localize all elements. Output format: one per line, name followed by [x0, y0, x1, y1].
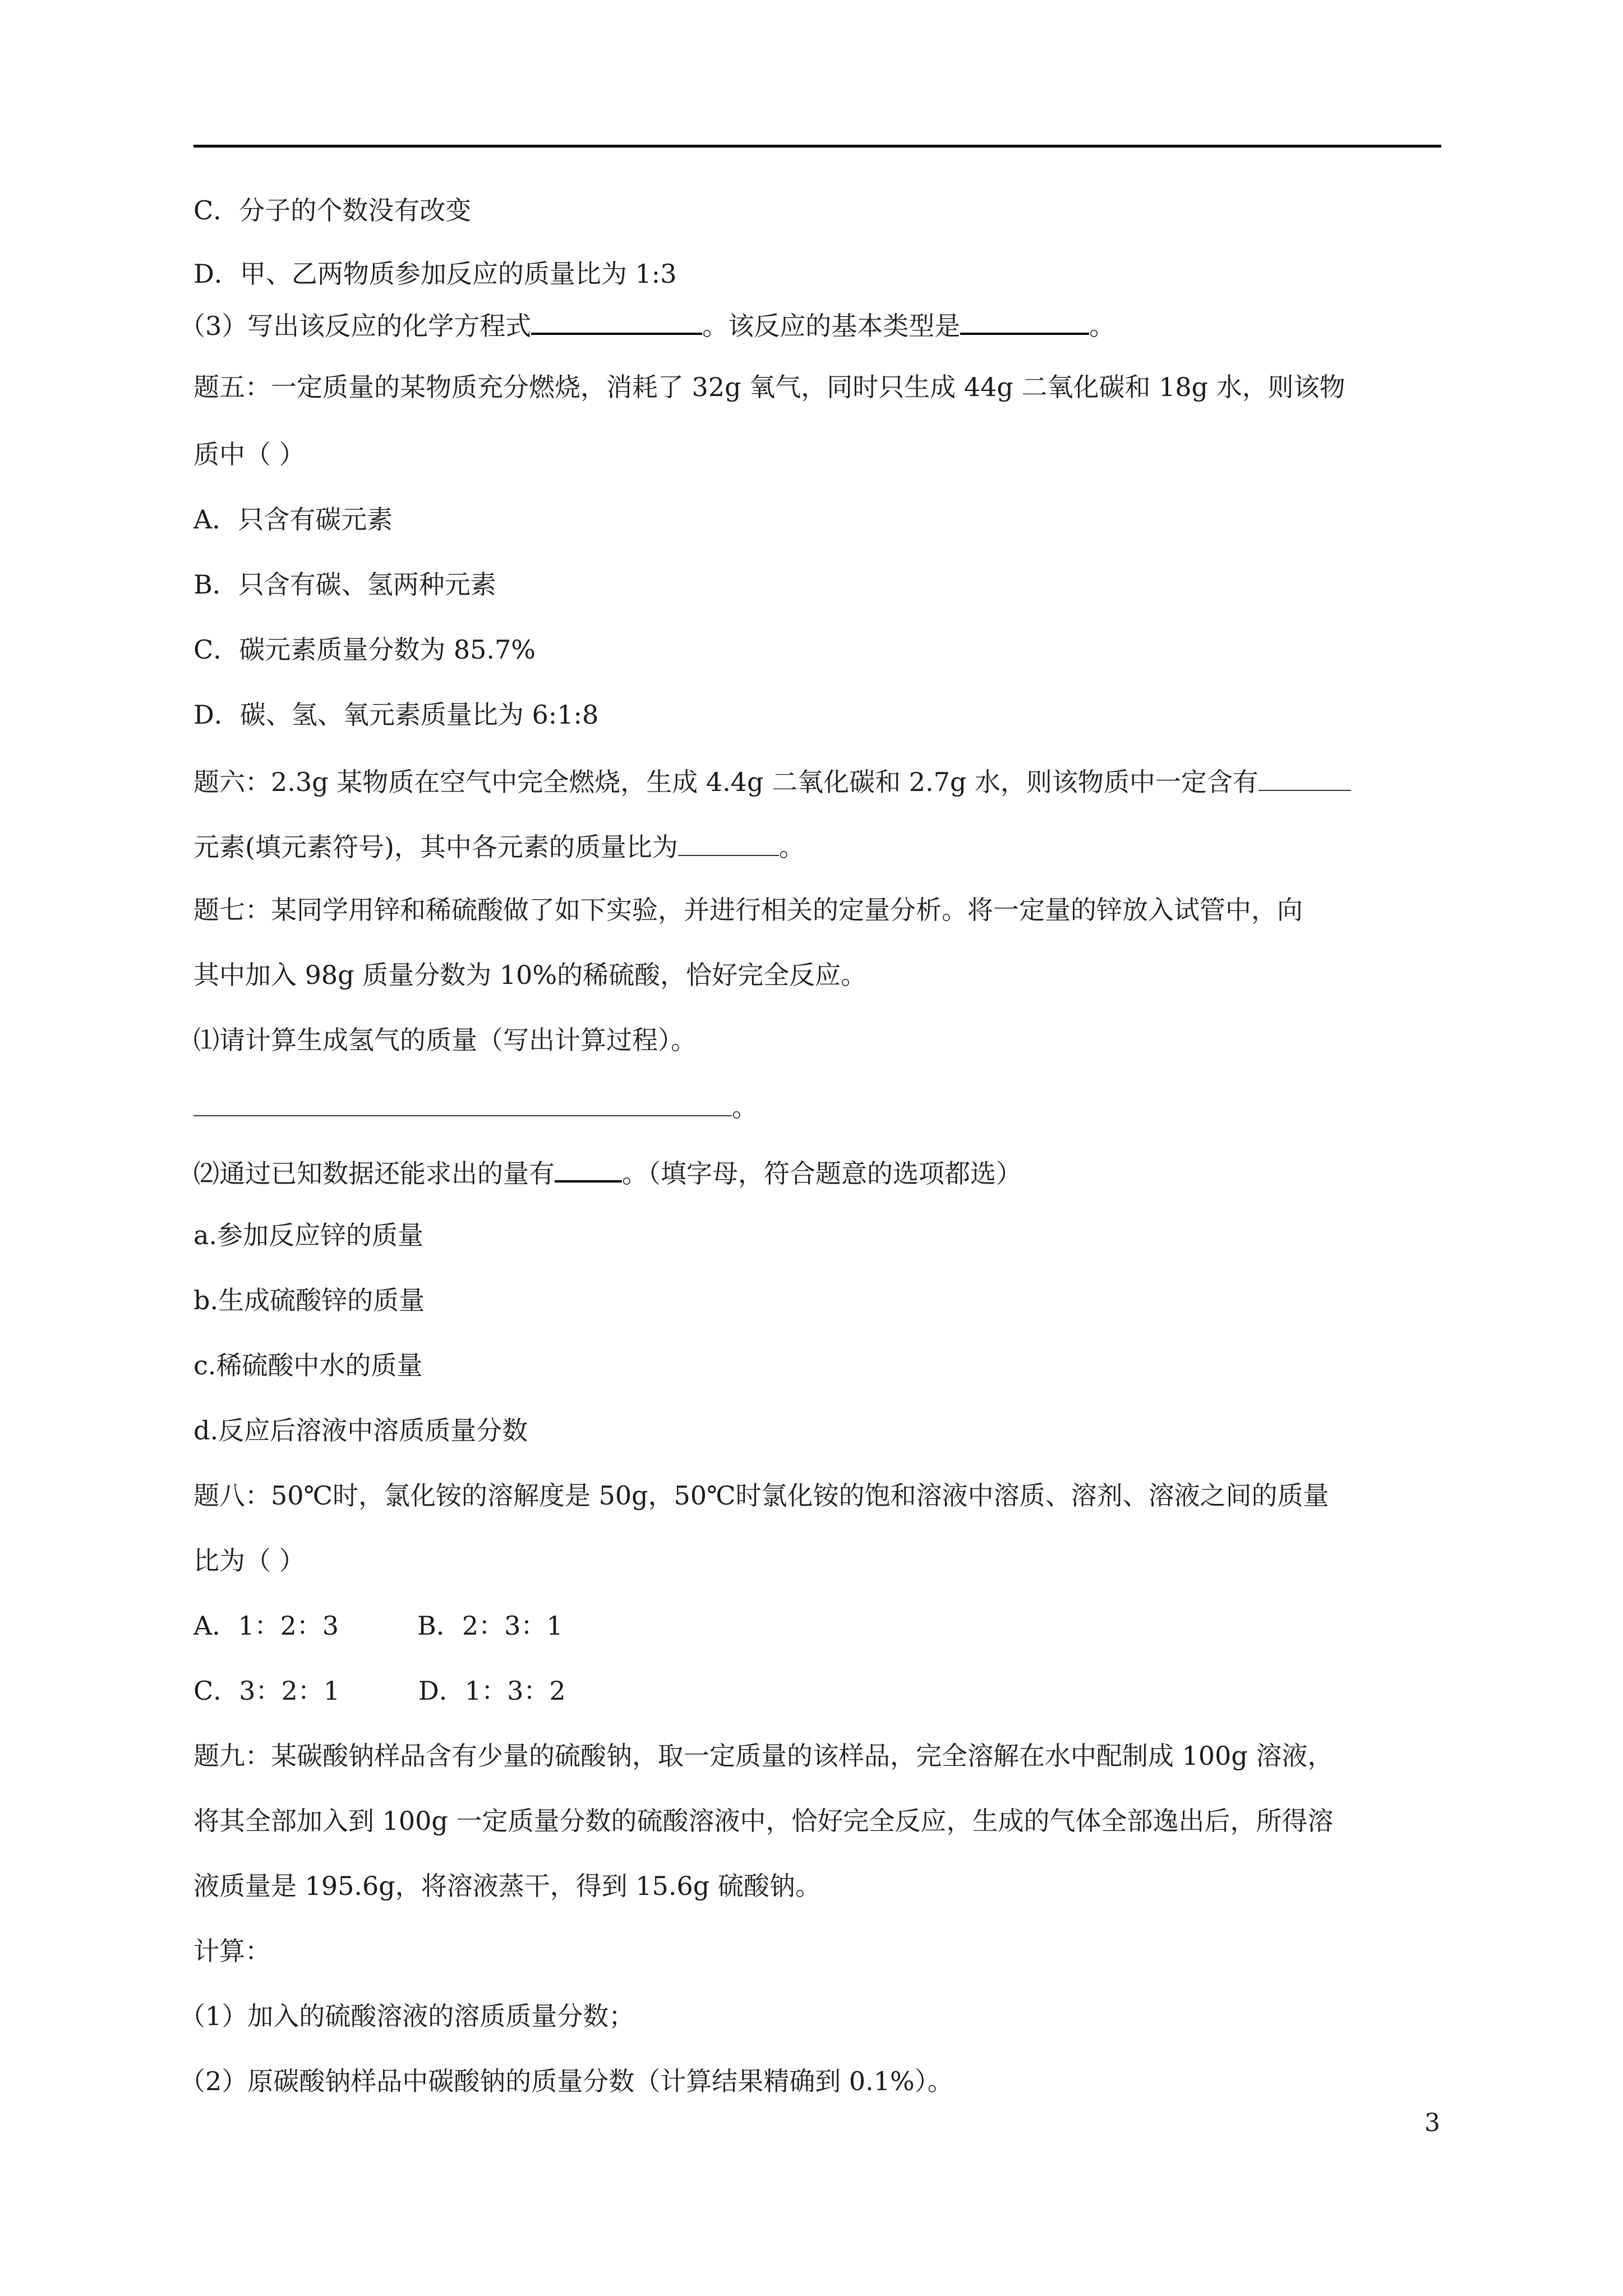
question-3-equation	[179, 306, 1115, 343]
q8-option-a: A．1：2：3	[193, 1611, 339, 1641]
question-6-text: 题六：2.3g 某物质在空气中完全燃烧，生成 4.4g 二氧化碳和 2.7g 水，则该物质中一定含有	[193, 767, 1258, 797]
option-d-mass-ratio: D．甲、乙两物质参加反应的质量比为 1:3	[193, 259, 677, 289]
reaction-type-blank[interactable]	[960, 306, 1089, 335]
part-2-hint: 。（填字母，符合题意的选项都选）	[622, 1158, 1022, 1189]
q7-option-c: c.稀硫酸中水的质量	[193, 1350, 423, 1381]
q5-option-c: C．碳元素质量分数为 85.7%	[193, 634, 536, 665]
period: 。	[778, 832, 805, 862]
question-7-line-2: 其中加入 98g 质量分数为 10%的稀硫酸，恰好完全反应。	[193, 960, 867, 990]
q9-part-2: （2）原碳酸钠样品中碳酸钠的质量分数（计算结果精确到 0.1%）。	[179, 2066, 953, 2096]
question-9-line-2: 将其全部加入到 100g 一定质量分数的硫酸溶液中，恰好完全反应，生成的气体全部逸出后，所得溶	[193, 1806, 1334, 1836]
question-8-line-1: 题八：50℃时，氯化铵的溶解度是 50g，50℃时氯化铵的饱和溶液中溶质、溶剂、溶液之间的质量	[193, 1480, 1329, 1511]
header-rule	[193, 145, 1441, 148]
question-7-line-1: 题七：某同学用锌和稀硫酸做了如下实验，并进行相关的定量分析。将一定量的锌放入试管中，向	[193, 895, 1303, 925]
mass-ratio-blank[interactable]	[678, 828, 779, 856]
question-8-line-2: 比为（ ）	[193, 1545, 305, 1576]
equation-blank[interactable]	[531, 306, 702, 335]
calculation-blank[interactable]	[193, 1088, 732, 1116]
calculation-heading: 计算：	[193, 1936, 271, 1966]
letters-blank[interactable]	[555, 1153, 622, 1182]
reaction-type-prompt: 。该反应的基本类型是	[702, 311, 961, 341]
q8-option-b: B．2：3：1	[417, 1611, 563, 1641]
q8-option-c: C．3：2：1	[193, 1676, 340, 1706]
q8-options-row-1	[193, 1609, 563, 1642]
q8-options-row-2	[193, 1674, 566, 1708]
question-9-line-1: 题九：某碳酸钠样品含有少量的硫酸钠，取一定质量的该样品，完全溶解在水中配制成 100g 溶液，	[193, 1741, 1334, 1771]
question-7-part-1: ⑴请计算生成氢气的质量（写出计算过程）。	[193, 1025, 697, 1055]
q7-option-a: a.参加反应锌的质量	[193, 1220, 424, 1250]
q5-option-d: D．碳、氢、氧元素质量比为 6:1:8	[193, 700, 599, 730]
period: 。	[1089, 311, 1115, 341]
question-6-text-2: 元素(填元素符号)，其中各元素的质量比为	[193, 832, 678, 862]
q9-part-1: （1）加入的硫酸溶液的溶质质量分数；	[179, 2001, 635, 2031]
question-5-line-1: 题五：一定质量的某物质充分燃烧，消耗了 32g 氧气，同时只生成 44g 二氧化碳和 18g 水，则该物	[193, 372, 1345, 402]
question-6-line-2	[193, 828, 805, 864]
part-2-prompt: ⑵通过已知数据还能求出的量有	[193, 1158, 555, 1189]
question-9-line-3: 液质量是 195.6g，将溶液蒸干，得到 15.6g 硫酸钠。	[193, 1871, 821, 1901]
q5-option-b: B．只含有碳、氢两种元素	[193, 569, 496, 600]
q5-option-a: A．只含有碳元素	[193, 504, 393, 535]
question-7-part-2	[193, 1153, 1022, 1190]
q8-option-d: D．1：3：2	[418, 1676, 566, 1706]
page-number: 3	[1424, 2109, 1440, 2137]
equation-prompt: （3）写出该反应的化学方程式	[179, 311, 532, 341]
q7-option-d: d.反应后溶液中溶质质量分数	[193, 1415, 528, 1446]
period: 。	[732, 1092, 758, 1122]
calculation-answer-line	[193, 1088, 758, 1124]
question-6-line-1	[193, 763, 1351, 799]
q7-option-b: b.生成硫酸锌的质量	[193, 1285, 425, 1315]
question-5-line-2: 质中（ ）	[193, 439, 305, 470]
option-c-molecules: C．分子的个数没有改变	[193, 195, 472, 226]
element-blank[interactable]	[1258, 763, 1351, 791]
